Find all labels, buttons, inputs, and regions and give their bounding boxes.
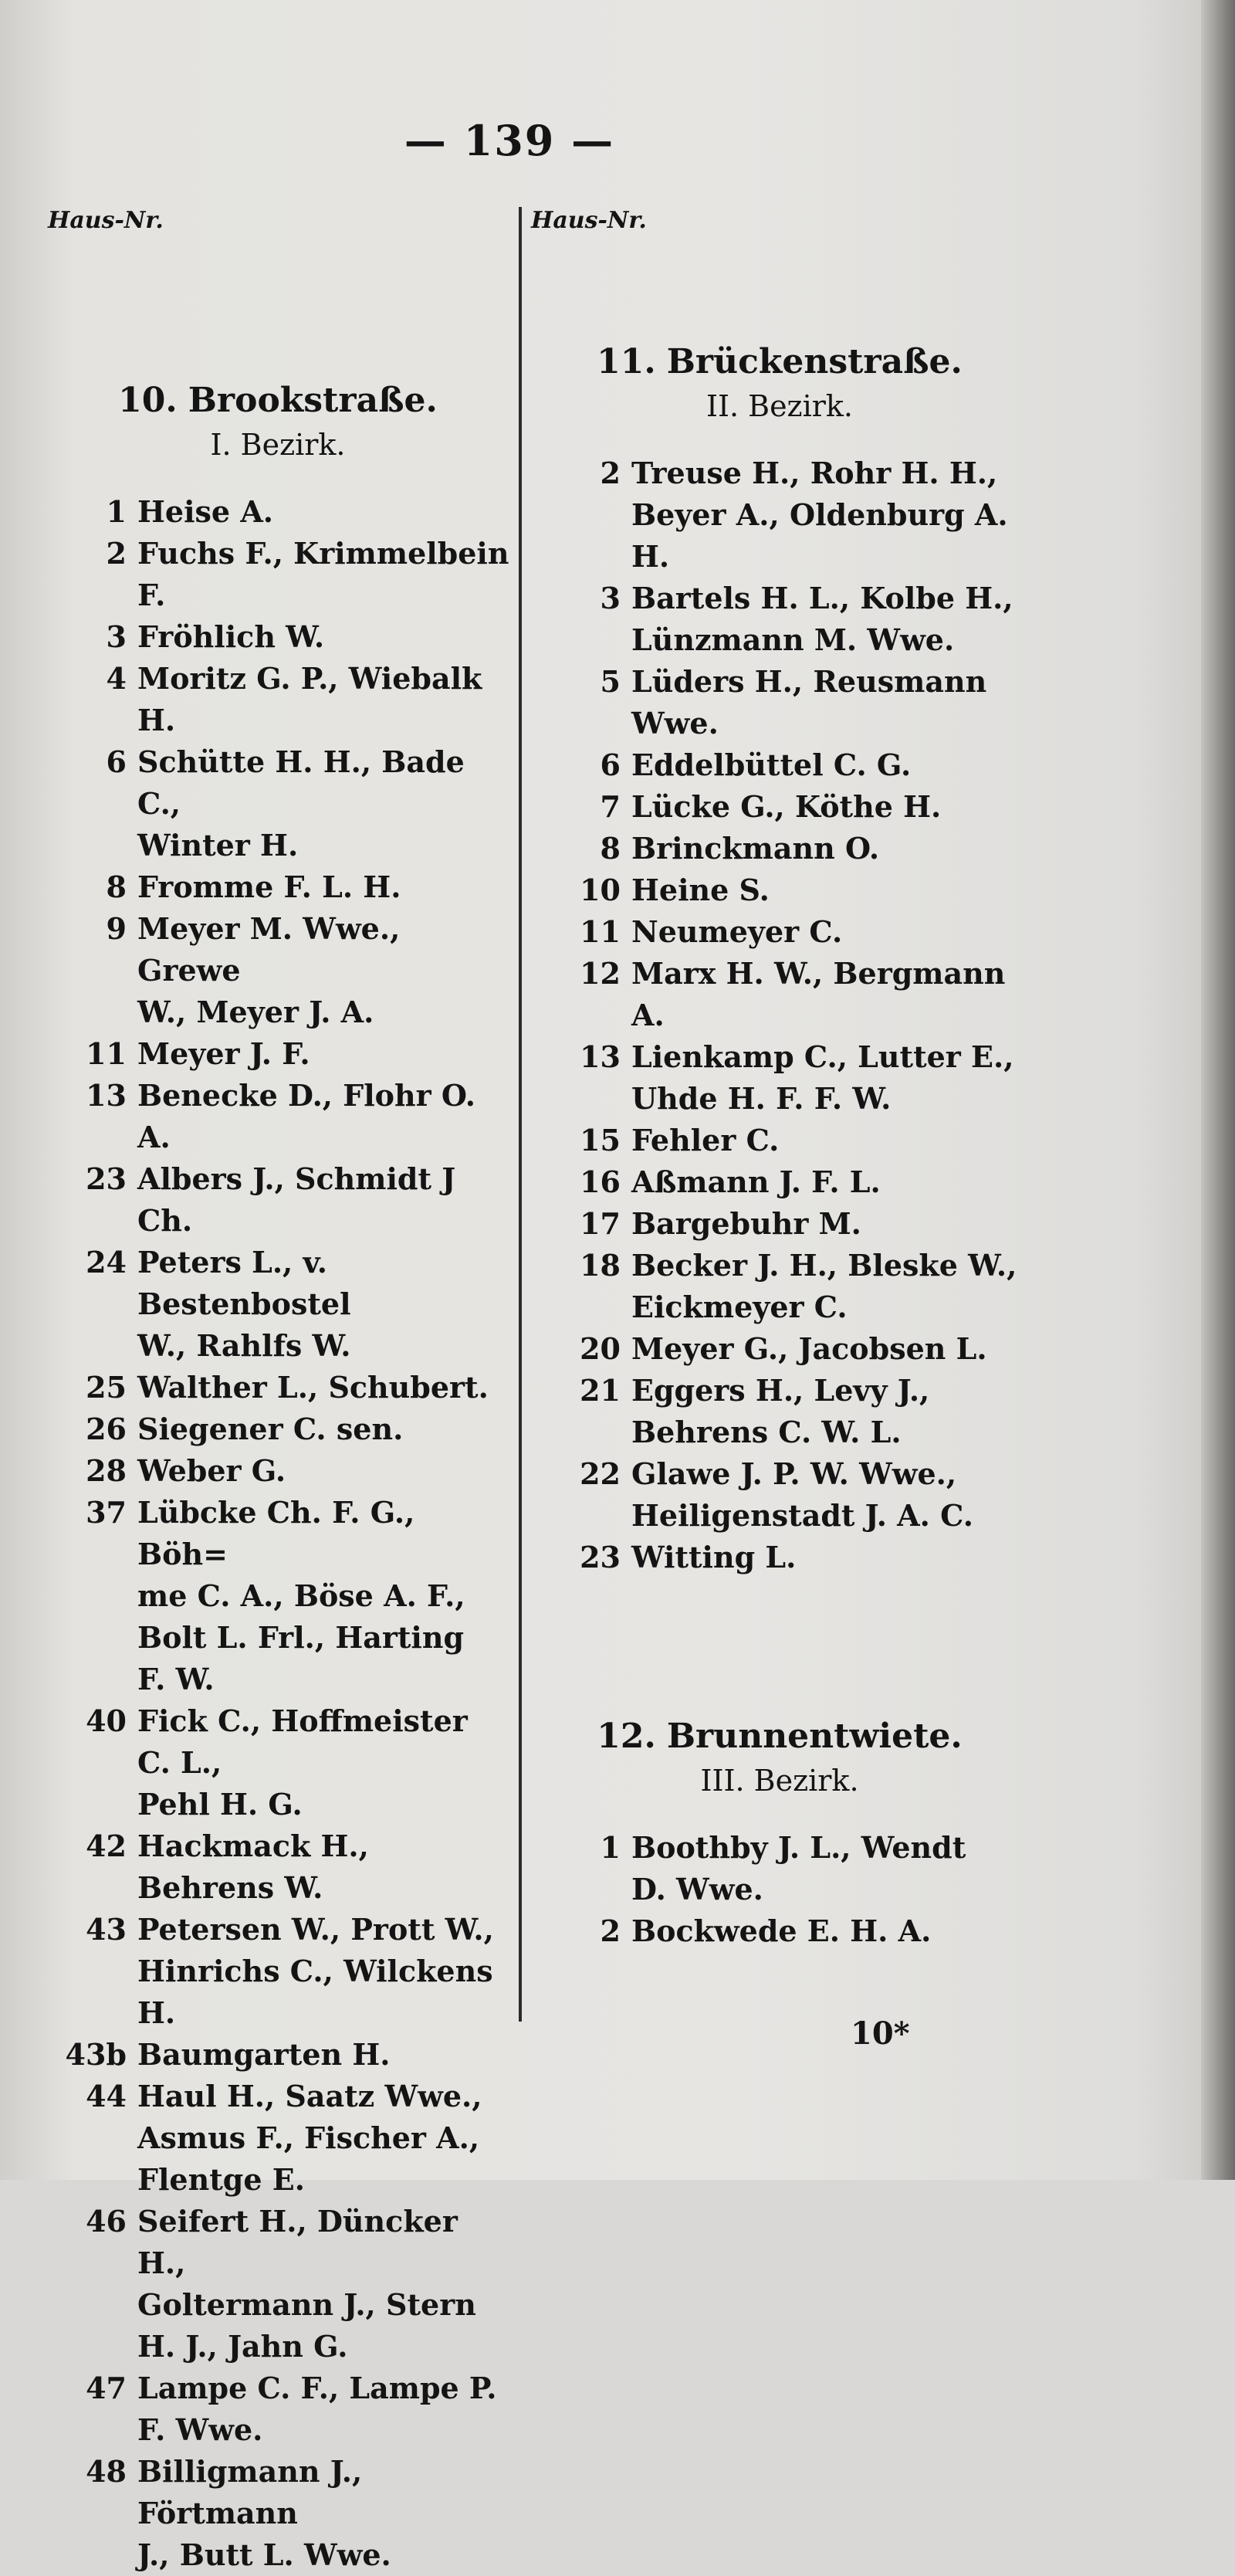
list-item	[540, 828, 1019, 869]
house-number: 11	[86, 1036, 127, 1071]
house-number: 17	[580, 1206, 621, 1241]
list-item	[46, 658, 509, 741]
resident-names: Eggers H., Levy J., Behrens C. W. L.	[631, 1373, 930, 1449]
list-item	[540, 1161, 1019, 1203]
house-number: 25	[86, 1370, 127, 1405]
entry-list	[540, 452, 1019, 1578]
house-number: 9	[106, 911, 127, 946]
house-number: 43b	[65, 2037, 127, 2072]
list-item	[46, 1909, 509, 2034]
list-item	[46, 1408, 509, 1450]
resident-names: Becker J. H., Bleske W., Eickmeyer C.	[631, 1248, 1017, 1324]
list-item	[46, 866, 509, 908]
resident-names: Weber G.	[137, 1453, 286, 1488]
house-number: 7	[600, 789, 621, 824]
resident-names: Neumeyer C.	[631, 914, 843, 949]
house-number: 44	[86, 2079, 127, 2113]
house-number: 2	[600, 1913, 621, 1948]
resident-names: Walther L., Schubert.	[137, 1370, 489, 1405]
list-item	[46, 1700, 509, 1825]
list-item	[46, 1158, 509, 1242]
district-label: I. Bezirk.	[210, 428, 346, 462]
house-number: 13	[580, 1039, 621, 1074]
list-item	[540, 869, 1019, 911]
list-item	[540, 1120, 1019, 1161]
resident-names: Billigmann J., Förtmann J., Butt L. Wwe.	[137, 2454, 391, 2572]
signature-mark: 10*	[851, 2015, 910, 2052]
list-item	[46, 908, 509, 1033]
street-number: 11.	[597, 342, 656, 381]
list-item	[46, 533, 509, 616]
street-name: Brunnentwiete.	[666, 1717, 963, 1756]
resident-names: Seifert H., Düncker H., Goltermann J., Stern H. J., Jahn G.	[137, 2204, 476, 2364]
house-number: 37	[86, 1495, 127, 1530]
street-title	[46, 378, 509, 423]
house-number: 20	[580, 1331, 621, 1366]
resident-names: Petersen W., Prott W., Hinrichs C., Wilckens H.	[137, 1912, 494, 2030]
resident-names: Schütte H. H., Bade C., Winter H.	[137, 744, 465, 863]
house-number: 40	[86, 1703, 127, 1738]
resident-names: Hackmack H., Behrens W.	[137, 1829, 369, 1905]
list-item	[540, 1370, 1019, 1453]
list-item	[46, 2368, 509, 2451]
resident-names: Haul H., Saatz Wwe., Asmus F., Fischer A., Flentge E.	[137, 2079, 482, 2197]
house-number: 2	[106, 536, 127, 571]
house-number: 26	[86, 1412, 127, 1446]
house-number: 23	[580, 1540, 621, 1574]
resident-names: Fromme F. L. H.	[137, 869, 401, 904]
list-item	[46, 1242, 509, 1367]
house-number: 23	[86, 1161, 127, 1196]
house-number: 3	[106, 619, 127, 654]
list-item	[46, 1825, 509, 1909]
district-label: III. Bezirk.	[700, 1764, 859, 1798]
house-number: 13	[86, 1078, 127, 1113]
list-item	[540, 1537, 1019, 1578]
resident-names: Lücke G., Köthe H.	[631, 789, 942, 824]
list-item	[540, 578, 1019, 661]
column-divider	[519, 207, 522, 2022]
district-label: II. Bezirk.	[705, 389, 854, 423]
resident-names: Fuchs F., Krimmelbein F.	[137, 536, 509, 612]
house-number: 47	[86, 2371, 127, 2405]
list-item	[540, 786, 1019, 828]
resident-names: Meyer G., Jacobsen L.	[631, 1331, 987, 1366]
resident-names: Lampe C. F., Lampe P. F. Wwe.	[137, 2371, 497, 2447]
house-number: 16	[580, 1164, 621, 1199]
resident-names: Meyer J. F.	[137, 1036, 310, 1071]
resident-names: Aßmann J. F. L.	[631, 1164, 881, 1199]
street-title	[540, 340, 1019, 385]
list-item	[540, 744, 1019, 786]
house-number: 15	[580, 1123, 621, 1158]
resident-names: Moritz G. P., Wiebalk H.	[137, 661, 482, 737]
resident-names: Peters L., v. Bestenbostel W., Rahlfs W.	[137, 1245, 351, 1363]
list-item	[46, 741, 509, 866]
house-number: 18	[580, 1248, 621, 1283]
resident-names: Glawe J. P. W. Wwe., Heiligenstadt J. A. C.	[631, 1456, 973, 1533]
house-number: 46	[86, 2204, 127, 2239]
list-item	[46, 2034, 509, 2076]
house-number: 4	[106, 661, 127, 696]
house-number: 1	[600, 1830, 621, 1865]
list-item	[46, 616, 509, 658]
street-name: Brookstraße.	[188, 381, 438, 420]
list-item	[540, 911, 1019, 953]
list-item	[540, 661, 1019, 744]
list-item	[540, 953, 1019, 1036]
resident-names: Albers J., Schmidt J Ch.	[137, 1161, 456, 1238]
list-item	[46, 1033, 509, 1075]
right-column	[540, 340, 1019, 1952]
left-column	[46, 378, 509, 2576]
house-number: 22	[580, 1456, 621, 1491]
resident-names: Heine S.	[631, 873, 770, 907]
entry-list	[46, 491, 509, 2576]
resident-names: Baumgarten H.	[137, 2037, 391, 2072]
list-item	[46, 1492, 509, 1700]
resident-names: Siegener C. sen.	[137, 1412, 404, 1446]
resident-names: Witting L.	[631, 1540, 797, 1574]
resident-names: Bargebuhr M.	[631, 1206, 861, 1241]
section-spacer	[540, 1578, 1019, 1714]
page-number: — 139 —	[404, 116, 615, 165]
list-item	[540, 1036, 1019, 1120]
resident-names: Meyer M. Wwe., Grewe W., Meyer J. A.	[137, 911, 401, 1029]
resident-names: Fehler C.	[631, 1123, 780, 1158]
resident-names: Brinckmann O.	[631, 831, 880, 866]
list-item	[540, 1453, 1019, 1537]
list-item	[46, 1075, 509, 1158]
list-item	[540, 1203, 1019, 1245]
house-number: 6	[600, 747, 621, 782]
house-number: 3	[600, 581, 621, 615]
list-item	[46, 2451, 509, 2576]
house-number: 6	[106, 744, 127, 779]
resident-names: Lüders H., Reusmann Wwe.	[631, 664, 987, 741]
resident-names: Treuse H., Rohr H. H., Beyer A., Oldenburg A. H.	[631, 456, 1008, 574]
house-number: 2	[600, 456, 621, 490]
house-number: 43	[86, 1912, 127, 1947]
house-number: 8	[106, 869, 127, 904]
house-number: 5	[600, 664, 621, 699]
street-number: 12.	[597, 1717, 656, 1756]
list-item	[46, 1450, 509, 1492]
resident-names: Lübcke Ch. F. G., Böh= me C. A., Böse A. F., Bolt L. Frl., Harting F. W.	[137, 1495, 465, 1696]
list-item	[540, 452, 1019, 578]
list-item	[540, 1245, 1019, 1328]
list-item	[46, 1367, 509, 1408]
list-item	[46, 491, 509, 533]
list-item	[540, 1827, 1019, 1910]
house-number: 12	[580, 956, 621, 991]
resident-names: Bartels H. L., Kolbe H., Lünzmann M. Wwe.	[631, 581, 1013, 657]
house-number-header-right: Haus-Nr.	[531, 207, 647, 234]
house-number: 48	[86, 2454, 127, 2489]
resident-names: Bockwede E. H. A.	[631, 1913, 932, 1948]
street-number: 10.	[118, 381, 178, 420]
resident-names: Marx H. W., Bergmann A.	[631, 956, 1006, 1032]
house-number: 11	[580, 914, 621, 949]
resident-names: Heise A.	[137, 494, 274, 529]
house-number: 10	[580, 873, 621, 907]
house-number: 8	[600, 831, 621, 866]
house-number-header-left: Haus-Nr.	[48, 207, 164, 234]
resident-names: Lienkamp C., Lutter E., Uhde H. F. F. W.	[631, 1039, 1014, 1116]
house-number: 24	[86, 1245, 127, 1280]
resident-names: Benecke D., Flohr O. A.	[137, 1078, 476, 1154]
list-item	[540, 1328, 1019, 1370]
house-number: 28	[86, 1453, 127, 1488]
resident-names: Boothby J. L., Wendt D. Wwe.	[631, 1830, 966, 1907]
street-title	[540, 1714, 1019, 1759]
list-item	[46, 2201, 509, 2368]
house-number: 1	[106, 494, 127, 529]
resident-names: Fick C., Hoffmeister C. L., Pehl H. G.	[137, 1703, 468, 1822]
resident-names: Eddelbüttel C. G.	[631, 747, 912, 782]
list-item	[46, 2076, 509, 2201]
house-number: 42	[86, 1829, 127, 1863]
street-name: Brückenstraße.	[666, 342, 963, 381]
list-item	[540, 1910, 1019, 1952]
resident-names: Fröhlich W.	[137, 619, 325, 654]
house-number: 21	[580, 1373, 621, 1408]
page-edge-shadow	[1201, 0, 1235, 2180]
entry-list	[540, 1827, 1019, 1952]
